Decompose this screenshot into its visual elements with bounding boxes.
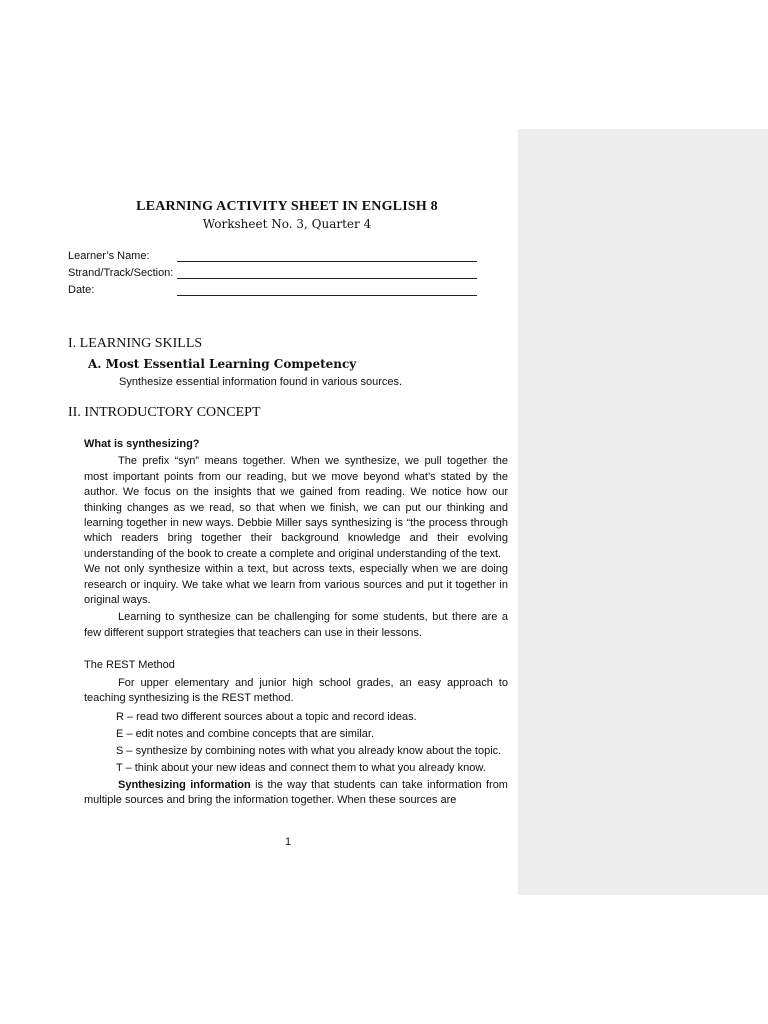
rest-intro: For upper elementary and junior high school grades, an easy approach to teaching synthesizing is the REST method. <box>84 676 508 705</box>
page-number: 1 <box>284 836 292 848</box>
paragraph-continuation: is the way that students can take information from multiple sources and bring the information together. When these sources are <box>84 778 508 806</box>
rest-item-t: T – think about your new ideas and connect them to what you already know. <box>116 761 486 774</box>
paragraph-synthesizing-information <box>84 778 508 809</box>
paragraph-1: The prefix “syn” means together. When we synthesize, we pull together the most important points from our reading, but we move beyond what’s stated by the author. We focus on the insights that we gained from reading. We notice how our thinking changes as we read, so that when we finish, we can put our thinking and learning together in new ways. Debbie Miller says synthesizing is “the process through which readers bring together their background knowledge and their evolving understanding of the book to create a complete and original understanding of the text. <box>84 455 508 560</box>
intro-body <box>84 437 508 808</box>
date-field <box>68 283 176 298</box>
field-label: Strand/Track/Section: <box>68 267 174 279</box>
blank-line <box>177 261 477 262</box>
rest-method-heading: The REST Method <box>84 659 175 672</box>
comment-margin-pane <box>518 129 768 895</box>
paragraph-2: We not only synthesize within a text, but across texts, especially when we are doing research or inquiry. We take what we learn from various sources and put it together in original ways. <box>84 563 508 607</box>
section-heading-introductory-concept: II. INTRODUCTORY CONCEPT <box>68 405 261 420</box>
blank-line <box>177 295 477 296</box>
rest-item-s: S – synthesize by combining notes with what you already know about the topic. <box>116 744 502 757</box>
blank-line <box>177 278 477 279</box>
document-subtitle: Worksheet No. 3, Quarter 4 <box>202 217 372 231</box>
field-label: Learner’s Name: <box>68 250 150 262</box>
strand-section-field <box>68 266 176 281</box>
rest-item-e: E – edit notes and combine concepts that are similar. <box>116 727 375 740</box>
bold-term: Synthesizing information <box>118 778 251 791</box>
paragraph-3: Learning to synthesize can be challenging for some students, but there are a few different support strategies that teachers can use in their lessons. <box>84 611 508 639</box>
rest-item-r: R – read two different sources about a topic and record ideas. <box>116 710 417 723</box>
question-heading: What is synthesizing? <box>84 438 200 450</box>
subheading-competency: A. Most Essential Learning Competency <box>88 357 357 371</box>
field-label: Date: <box>68 284 95 296</box>
section-heading-learning-skills: I. LEARNING SKILLS <box>68 336 203 351</box>
learner-name-field <box>68 249 176 264</box>
competency-text: Synthesize essential information found in various sources. <box>119 376 403 388</box>
document-title: LEARNING ACTIVITY SHEET IN ENGLISH 8 <box>136 199 438 214</box>
